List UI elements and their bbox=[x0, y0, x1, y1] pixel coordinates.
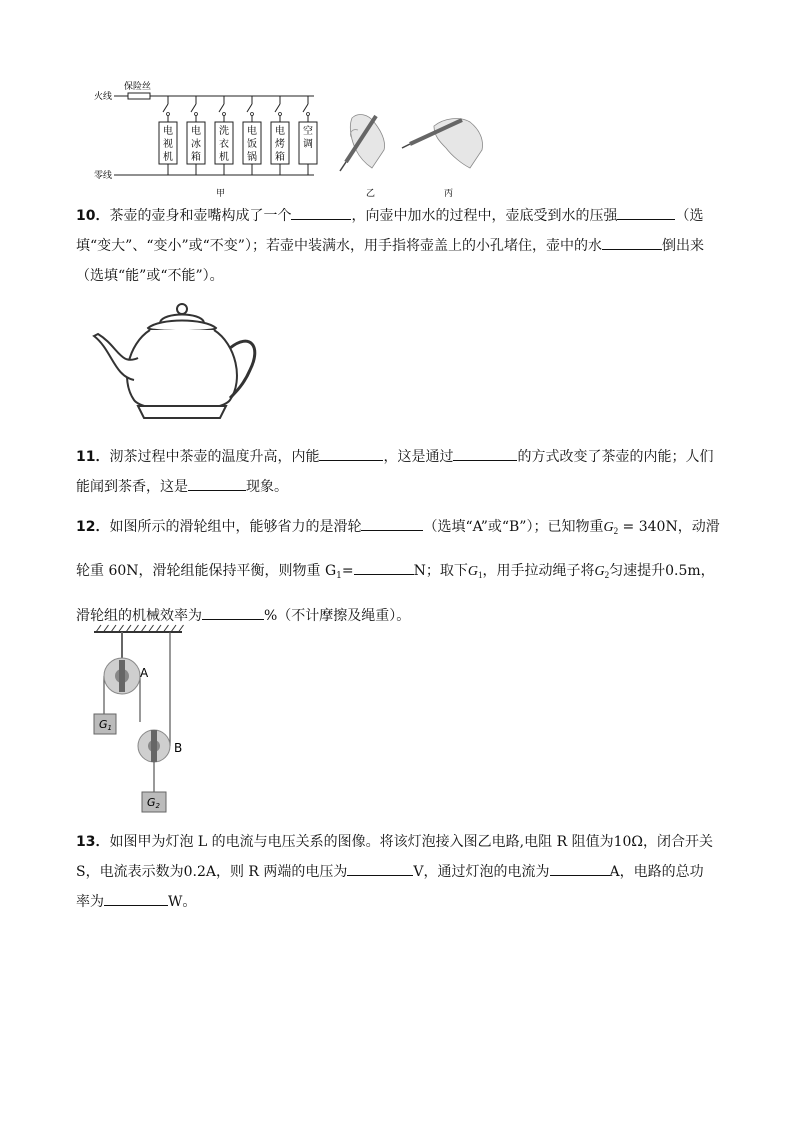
answer-blank[interactable] bbox=[354, 560, 414, 575]
fuse-symbol bbox=[128, 93, 150, 99]
distance-value: 0.5m bbox=[665, 563, 701, 579]
question-text: 率为 bbox=[76, 894, 104, 910]
question-text: 轮重 60N，滑轮组能保持平衡，则物重 G bbox=[76, 563, 337, 579]
appliance-label: 烤 bbox=[275, 139, 285, 150]
symbol-g1: $G_1$ bbox=[467, 564, 483, 580]
symbol-g2: $G_2$ bbox=[603, 520, 619, 536]
question-text: ，用手拉动绳子将 bbox=[482, 563, 595, 579]
answer-blank[interactable] bbox=[361, 516, 423, 531]
question-text: 如图所示的滑轮组中，能够省力的是滑轮 bbox=[109, 519, 362, 535]
question-text: ，动滑 bbox=[677, 519, 720, 535]
question-text: 的方式改变了茶壶的内能；人们 bbox=[517, 449, 714, 465]
question-text: （选填“A”或“B”）；已知物重 bbox=[423, 519, 604, 535]
question-text: 沏茶过程中茶壶的温度升高，内能 bbox=[109, 449, 320, 465]
teapot-figure bbox=[90, 300, 260, 428]
answer-blank[interactable] bbox=[617, 205, 675, 220]
question-11 bbox=[76, 442, 748, 502]
appliance-label: 衣 bbox=[219, 139, 229, 150]
figure-label-yi: 乙 bbox=[366, 189, 376, 199]
pulley-label-b: B bbox=[174, 741, 183, 755]
neutral-wire-label: 零线 bbox=[94, 171, 113, 181]
appliance-label: 电 bbox=[275, 126, 285, 137]
weight-label-g1: G1 bbox=[99, 718, 112, 732]
appliance-label: 机 bbox=[163, 152, 173, 163]
question-text: ，这是通过 bbox=[383, 449, 454, 465]
question-text: （选填“能”或“不能”）。 bbox=[76, 268, 224, 284]
appliance-label: 饭 bbox=[247, 139, 257, 150]
question-text: 现象。 bbox=[246, 479, 288, 495]
live-wire-label: 火线 bbox=[94, 92, 113, 102]
fuse-label: 保险丝 bbox=[124, 82, 152, 92]
question-13 bbox=[76, 827, 748, 917]
appliance-label: 空 bbox=[303, 126, 313, 137]
question-text: A，电路的总功 bbox=[609, 864, 704, 880]
pulley-system-figure bbox=[90, 622, 200, 818]
test-pen-figure-bing bbox=[402, 119, 483, 199]
question-text: 填“变大”、“变小”或“不变”）；若壶中装满水，用手指将壶盖上的小孔堵住，壶中的水 bbox=[76, 238, 602, 254]
appliance-label: 箱 bbox=[191, 152, 201, 163]
subscript: 1 bbox=[336, 571, 342, 581]
appliance-label: 电 bbox=[191, 126, 201, 137]
question-12 bbox=[76, 507, 748, 636]
question-text: ， bbox=[700, 563, 715, 579]
weight-label-g2: G2 bbox=[147, 796, 160, 810]
resistance-value: 10Ω bbox=[613, 834, 643, 850]
answer-blank[interactable] bbox=[602, 235, 662, 250]
appliance-label: 电 bbox=[163, 126, 173, 137]
household-circuit-figure bbox=[90, 78, 510, 200]
question-10 bbox=[76, 201, 748, 291]
symbol-g2: $G_2$ bbox=[594, 564, 610, 580]
question-text: %（不计摩擦及绳重）。 bbox=[264, 608, 411, 624]
question-number: 11． bbox=[76, 449, 110, 465]
question-text: W。 bbox=[168, 894, 197, 910]
question-text: ，闭合开关 bbox=[643, 834, 713, 850]
appliance-label: 洗 bbox=[219, 126, 229, 137]
question-text: 滑轮组的机械效率为 bbox=[76, 608, 202, 624]
appliance-label: 锅 bbox=[247, 152, 257, 163]
figure-label-bing: 丙 bbox=[444, 189, 454, 199]
answer-blank[interactable] bbox=[188, 476, 246, 491]
question-text: 匀速提升 bbox=[609, 563, 666, 579]
answer-blank[interactable] bbox=[347, 861, 413, 876]
appliance-label: 箱 bbox=[275, 152, 285, 163]
appliance-label: 机 bbox=[219, 152, 229, 163]
question-text: V，通过灯泡的电流为 bbox=[413, 864, 550, 880]
question-text: ，则 R 两端的电压为 bbox=[215, 864, 348, 880]
question-text: 倒出来 bbox=[661, 238, 704, 254]
answer-blank[interactable] bbox=[104, 891, 168, 906]
appliance-label: 调 bbox=[303, 139, 313, 150]
answer-blank[interactable] bbox=[291, 205, 351, 220]
question-text: ，向壶中加水的过程中，壶底受到水的压强 bbox=[351, 208, 618, 224]
question-number: 12． bbox=[76, 519, 110, 535]
question-text: 能闻到茶香，这是 bbox=[76, 479, 188, 495]
question-number: 13． bbox=[76, 834, 110, 850]
weight-value: = 340N bbox=[618, 519, 678, 535]
answer-blank[interactable] bbox=[550, 861, 610, 876]
pulley-label-a: A bbox=[140, 666, 149, 680]
question-number: 10． bbox=[76, 208, 110, 224]
appliance-label: 电 bbox=[247, 126, 257, 137]
question-text: 茶壶的壶身和壶嘴构成了一个 bbox=[109, 208, 292, 224]
question-text: N；取下 bbox=[413, 563, 468, 579]
appliance-label: 冰 bbox=[191, 139, 201, 150]
answer-blank[interactable] bbox=[319, 446, 383, 461]
current-value: 0.2A bbox=[183, 864, 216, 880]
figure-label-jia: 甲 bbox=[216, 189, 226, 199]
question-text: （选 bbox=[675, 208, 704, 224]
question-text: 如图甲为灯泡 L 的电流与电压关系的图像。将该灯泡接入图乙电路,电阻 R 阻值为 bbox=[109, 834, 614, 850]
answer-blank[interactable] bbox=[202, 605, 264, 620]
appliance-label: 视 bbox=[163, 139, 173, 150]
answer-blank[interactable] bbox=[453, 446, 517, 461]
test-pen-figure-yi bbox=[340, 115, 385, 199]
question-text: = bbox=[341, 563, 354, 579]
question-text: S，电流表示数为 bbox=[76, 864, 184, 880]
